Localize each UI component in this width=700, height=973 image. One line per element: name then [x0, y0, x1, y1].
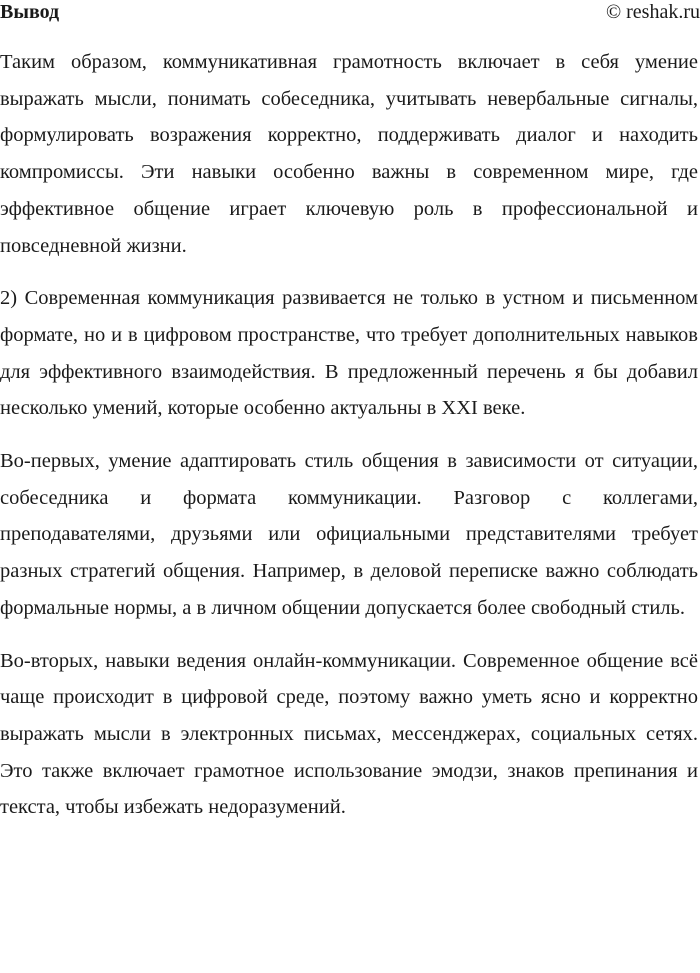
- page-header: [0, 0, 700, 26]
- section-title: Вывод: [0, 1, 60, 23]
- paragraph-firstly: Во-первых, умение адаптировать стиль общения в зависимости от ситуации, собеседника и формата коммуникации. Разговор с коллегами, преподавателями, друзьями или официальными представителями требует разных стратегий общения. Например, в деловой переписке важно соблюдать формальные нормы, а в личном общении допускается более свободный стиль.: [0, 450, 698, 619]
- paragraph-secondly: Во-вторых, навыки ведения онлайн-коммуникации. Современное общение всё чаще происходит в цифровой среде, поэтому важно уметь ясно и корректно выражать мысли в электронных письмах, мессенджерах, социальных сетях. Это также включает грамотное использование эмодзи, знаков препинания и текста, чтобы избежать недоразумений.: [0, 649, 698, 819]
- copyright-notice: © reshak.ru: [605, 1, 700, 23]
- paragraph-conclusion: Таким образом, коммуникативная грамотность включает в себя умение выражать мысли, понимать собеседника, учитывать невербальные сигналы, формулировать возражения корректно, поддерживать диалог и находить компромиссы. Эти навыки особенно важны в современном мире, где эффективное общение играет ключевую роль в профессиональной и повседневной жизни.: [0, 51, 698, 257]
- paragraph-point-2: 2) Современная коммуникация развивается не только в устном и письменном формате, но и в цифровом пространстве, что требует дополнительных навыков для эффективного взаимодействия. В предложенный перечень я бы добавил несколько умений, которые особенно актуальны в XXI веке.: [0, 287, 698, 420]
- document-body: [0, 44, 698, 842]
